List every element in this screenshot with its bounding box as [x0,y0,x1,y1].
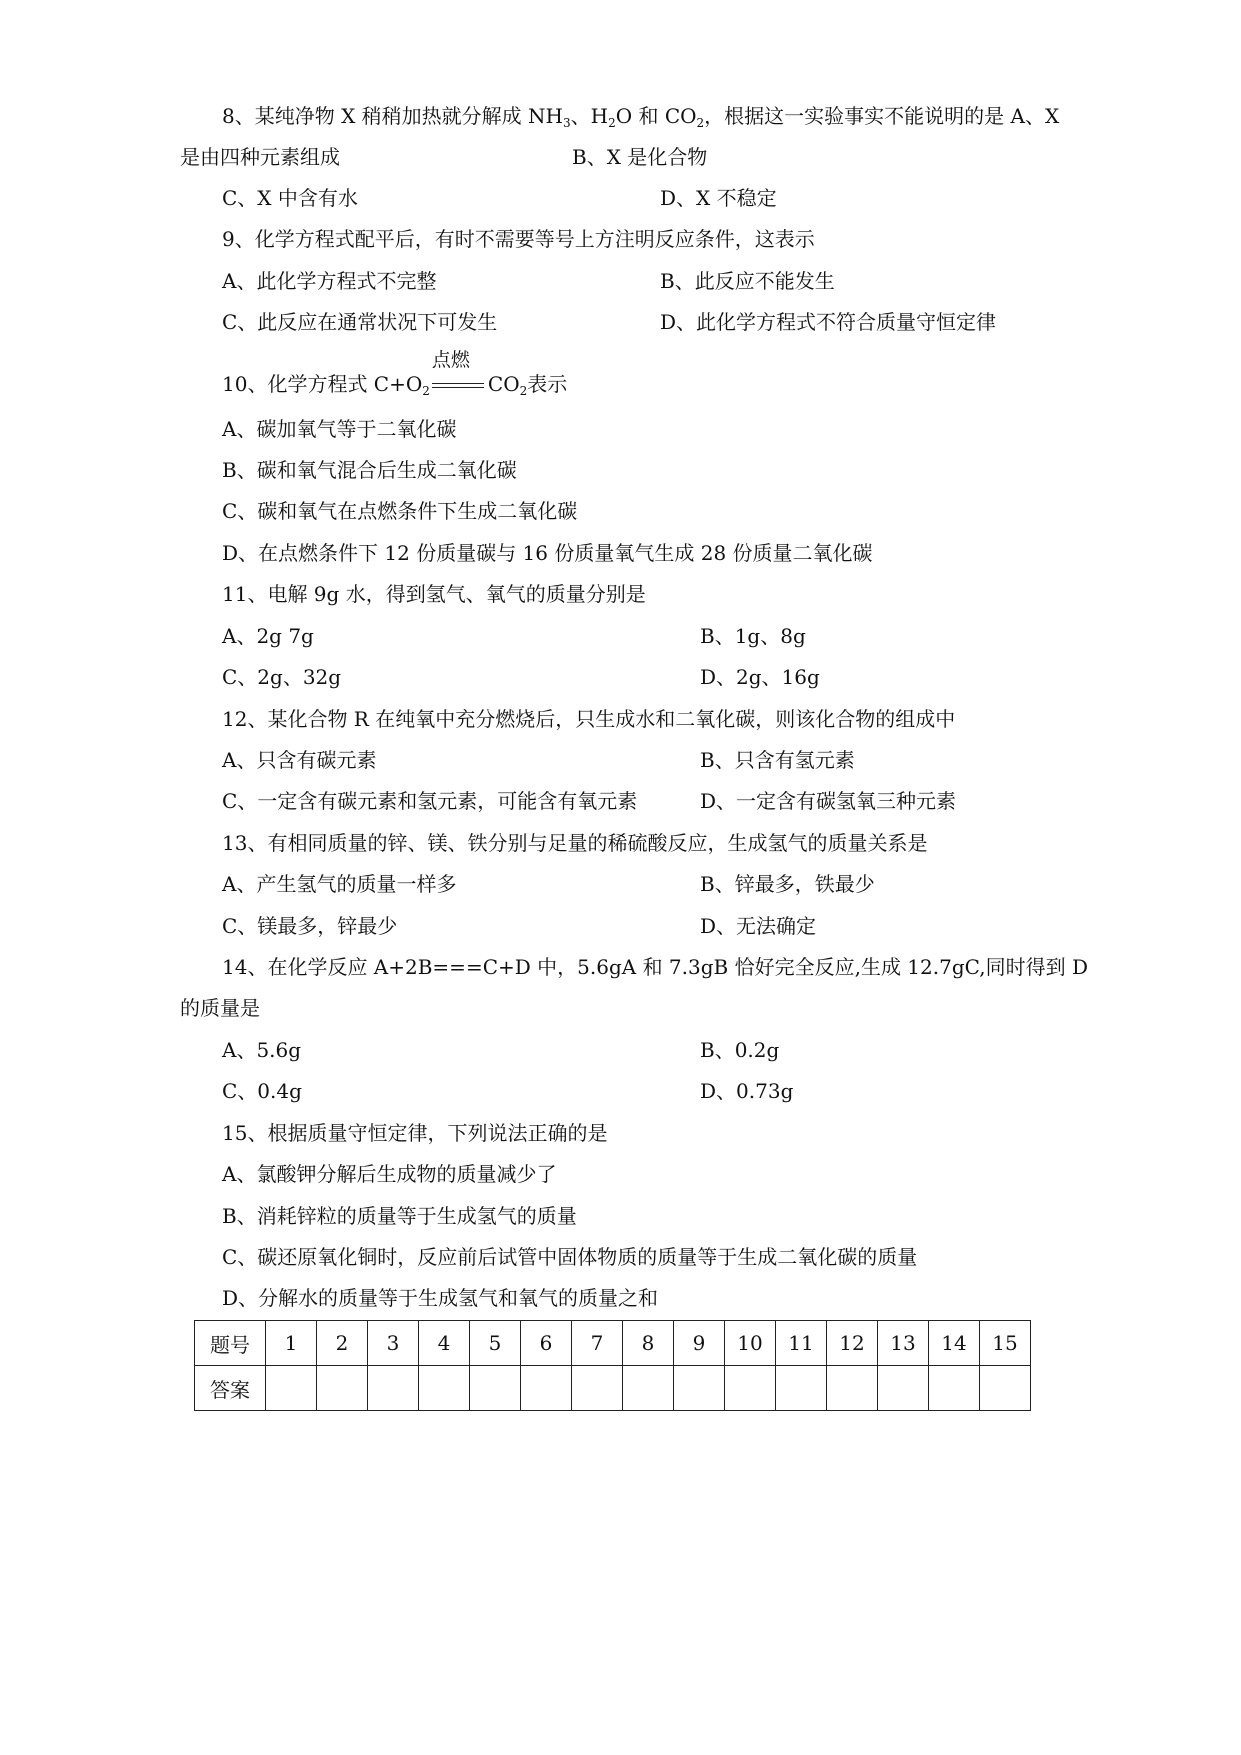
q8-option-b: B、X 是化合物 [572,145,708,169]
answer-cell[interactable] [623,1366,674,1411]
question-number: 10 [725,1321,776,1366]
row-label: 题号 [195,1321,266,1366]
q8-option-a-cont: 是由四种元素组成 [180,145,340,169]
q10-option-c: C、碳和氧气在点燃条件下生成二氧化碳 [222,499,578,523]
question-number: 8 [623,1321,674,1366]
answer-cell[interactable] [572,1366,623,1411]
q12-option-a: A、只含有碳元素 [222,748,377,772]
q12-option-d: D、一定含有碳氢氧三种元素 [700,789,957,813]
question-number: 9 [674,1321,725,1366]
q8-stem-part: 8、某纯净物 X 稍稍加热就分解成 NH [222,104,563,128]
q15-option-c: C、碳还原氧化铜时，反应前后试管中固体物质的质量等于生成二氧化碳的质量 [222,1245,918,1269]
q8-sub: 2 [608,116,616,130]
q11-option-a: A、2g 7g [222,624,314,648]
question-number: 12 [827,1321,878,1366]
q8-stem-part: 、H [570,104,609,128]
q14-option-a: A、5.6g [222,1038,302,1062]
q8-option-c: C、X 中含有水 [222,186,358,210]
q9-stem: 9、化学方程式配平后，有时不需要等号上方注明反应条件，这表示 [222,227,815,251]
answer-cell[interactable] [470,1366,521,1411]
answer-cell[interactable] [776,1366,827,1411]
q13-option-d: D、无法确定 [700,914,817,938]
q15-option-d: D、分解水的质量等于生成氢气和氧气的质量之和 [222,1286,659,1310]
q10-stem-part: CO [487,372,520,396]
q9-option-c: C、此反应在通常状况下可发生 [222,310,498,334]
q15-option-a: A、氯酸钾分解后生成物的质量减少了 [222,1162,557,1186]
q11-stem: 11、电解 9g 水，得到氢气、氧气的质量分别是 [222,582,646,606]
question-number: 6 [521,1321,572,1366]
q10-stem-part: 10、化学方程式 C+O [222,372,423,396]
question-number: 5 [470,1321,521,1366]
question-number: 4 [419,1321,470,1366]
q15-option-b: B、消耗锌粒的质量等于生成氢气的质量 [222,1204,577,1228]
q14-option-b: B、0.2g [700,1038,780,1062]
q11-option-b: B、1g、8g [700,624,806,648]
q9-option-b: B、此反应不能发生 [660,269,835,293]
q9-option-d: D、此化学方程式不符合质量守恒定律 [660,310,997,334]
answer-cell[interactable] [521,1366,572,1411]
question-number: 14 [929,1321,980,1366]
q8-option-d: D、X 不稳定 [660,186,777,210]
question-number: 11 [776,1321,827,1366]
q13-option-b: B、锌最多，铁最少 [700,872,875,896]
q8-sub: 3 [562,116,571,130]
question-number: 2 [317,1321,368,1366]
q10-option-b: B、碳和氧气混合后生成二氧化碳 [222,458,517,482]
answer-cell[interactable] [419,1366,470,1411]
q14-stem-cont: 的质量是 [180,996,260,1020]
q10-option-d: D、在点燃条件下 12 份质量碳与 16 份质量氧气生成 28 份质量二氧化碳 [222,541,873,565]
answer-cell[interactable] [827,1366,878,1411]
answer-cell[interactable] [929,1366,980,1411]
q13-option-c: C、镁最多，锌最少 [222,914,398,938]
q8-stem-part: ，根据这一实验事实不能说明的是 A、X [704,104,1060,128]
row-label: 答案 [195,1366,266,1411]
number-row [195,1321,1031,1366]
q8-stem-part: O 和 CO [615,104,697,128]
reaction-arrow [430,349,488,397]
q13-option-a: A、产生氢气的质量一样多 [222,872,457,896]
q10-stem [222,349,568,398]
answer-row [195,1366,1031,1411]
equals-bar [432,383,484,384]
q11-option-d: D、2g、16g [700,665,820,689]
answer-cell[interactable] [878,1366,929,1411]
q10-stem-part: 表示 [527,372,568,396]
question-number: 15 [980,1321,1031,1366]
answer-cell[interactable] [674,1366,725,1411]
answer-cell[interactable] [980,1366,1031,1411]
answer-cell[interactable] [368,1366,419,1411]
q10-sub: 2 [422,384,430,398]
question-number: 1 [266,1321,317,1366]
q12-option-c: C、一定含有碳元素和氢元素，可能含有氧元素 [222,789,638,813]
equals-bar [432,387,484,388]
reaction-condition: 点燃 [431,349,470,371]
q10-sub: 2 [519,384,528,398]
q12-option-b: B、只含有氢元素 [700,748,855,772]
q9-option-a: A、此化学方程式不完整 [222,269,437,293]
q10-option-a: A、碳加氧气等于二氧化碳 [222,417,457,441]
q8-sub: 2 [696,116,705,130]
q12-stem: 12、某化合物 R 在纯氧中充分燃烧后，只生成水和二氧化碳，则该化合物的组成中 [222,707,956,731]
q13-stem: 13、有相同质量的锌、镁、铁分别与足量的稀硫酸反应，生成氢气的质量关系是 [222,831,928,855]
question-number: 13 [878,1321,929,1366]
q8-stem [222,103,1059,129]
answer-cell[interactable] [266,1366,317,1411]
q14-option-d: D、0.73g [700,1079,794,1103]
q14-option-c: C、0.4g [222,1079,302,1103]
answer-cell[interactable] [725,1366,776,1411]
question-number: 7 [572,1321,623,1366]
q14-stem: 14、在化学反应 A+2B===C+D 中，5.6gA 和 7.3gB 恰好完全反应,生成 12.7gC,同时得到 D [222,955,1088,979]
q11-option-c: C、2g、32g [222,665,342,689]
question-number: 3 [368,1321,419,1366]
answer-cell[interactable] [317,1366,368,1411]
q15-stem: 15、根据质量守恒定律，下列说法正确的是 [222,1121,608,1145]
answer-table [194,1320,1031,1411]
